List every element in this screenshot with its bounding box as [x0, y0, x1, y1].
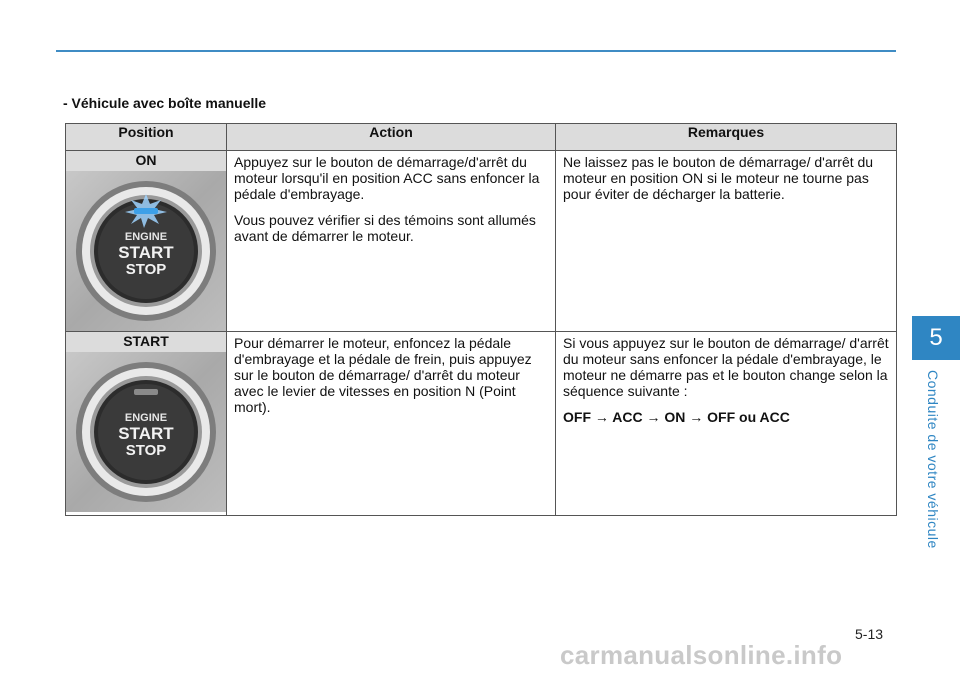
action-cell	[227, 151, 556, 332]
engine-button-illustration	[66, 352, 226, 512]
engine-start-stop-button-icon	[71, 357, 221, 507]
button-text-start: START	[118, 424, 174, 443]
action-paragraph: Appuyez sur le bouton de démarrage/d'arrêt du moteur lorsqu'il en position ACC sans enfoncer la pédale d'embrayage.	[234, 154, 540, 202]
header-remarks: Remarques	[556, 124, 897, 151]
button-text-engine: ENGINE	[124, 231, 168, 243]
position-label: ON	[66, 151, 226, 171]
action-paragraph: Pour démarrer le moteur, enfoncez la pédale d'embrayage et la pédale de frein, puis appuyez sur le bouton de démarrage/ d'arrêt du moteur avec le levier de vitesses en position N (Point mort).	[234, 335, 532, 415]
action-cell	[227, 332, 556, 516]
position-label: START	[66, 332, 226, 352]
led-off-icon	[134, 389, 158, 395]
state-sequence: OFF → ACC → ON → OFF ou ACC	[563, 409, 790, 425]
position-cell	[66, 151, 227, 332]
table-row	[66, 151, 897, 332]
page-number: 5-13	[855, 626, 884, 642]
positions-table	[65, 123, 897, 516]
engine-button-illustration	[66, 171, 226, 331]
watermark: carmanualsonline.info	[560, 640, 843, 670]
button-text-stop: STOP	[125, 261, 167, 278]
chapter-tab[interactable]: 5	[912, 316, 960, 360]
button-text-stop: STOP	[125, 442, 167, 459]
button-text-start: START	[118, 243, 174, 262]
table-row	[66, 332, 897, 516]
remarks-paragraph: Si vous appuyez sur le bouton de démarrage/ d'arrêt du moteur sans enfoncer la pédale d'embrayage, le moteur ne démarre pas et le bouton change selon la séquence suivante :	[563, 335, 889, 399]
top-rule	[56, 50, 896, 52]
action-paragraph: Vous pouvez vérifier si des témoins sont allumés avant de démarrer le moteur.	[234, 212, 536, 244]
section-heading: - Véhicule avec boîte manuelle	[63, 95, 267, 111]
position-cell	[66, 332, 227, 516]
remarks-paragraph: Ne laissez pas le bouton de démarrage/ d'arrêt du moteur en position ON si le moteur ne tourne pas pour éviter de décharger la batterie.	[563, 154, 874, 202]
remarks-cell	[556, 332, 897, 516]
chapter-title: Conduite de votre véhicule	[925, 370, 941, 549]
button-text-engine: ENGINE	[124, 412, 168, 424]
engine-start-stop-button-icon	[71, 176, 221, 326]
header-position: Position	[66, 124, 227, 151]
remarks-cell	[556, 151, 897, 332]
table-header-row	[66, 124, 897, 151]
header-action: Action	[227, 124, 556, 151]
